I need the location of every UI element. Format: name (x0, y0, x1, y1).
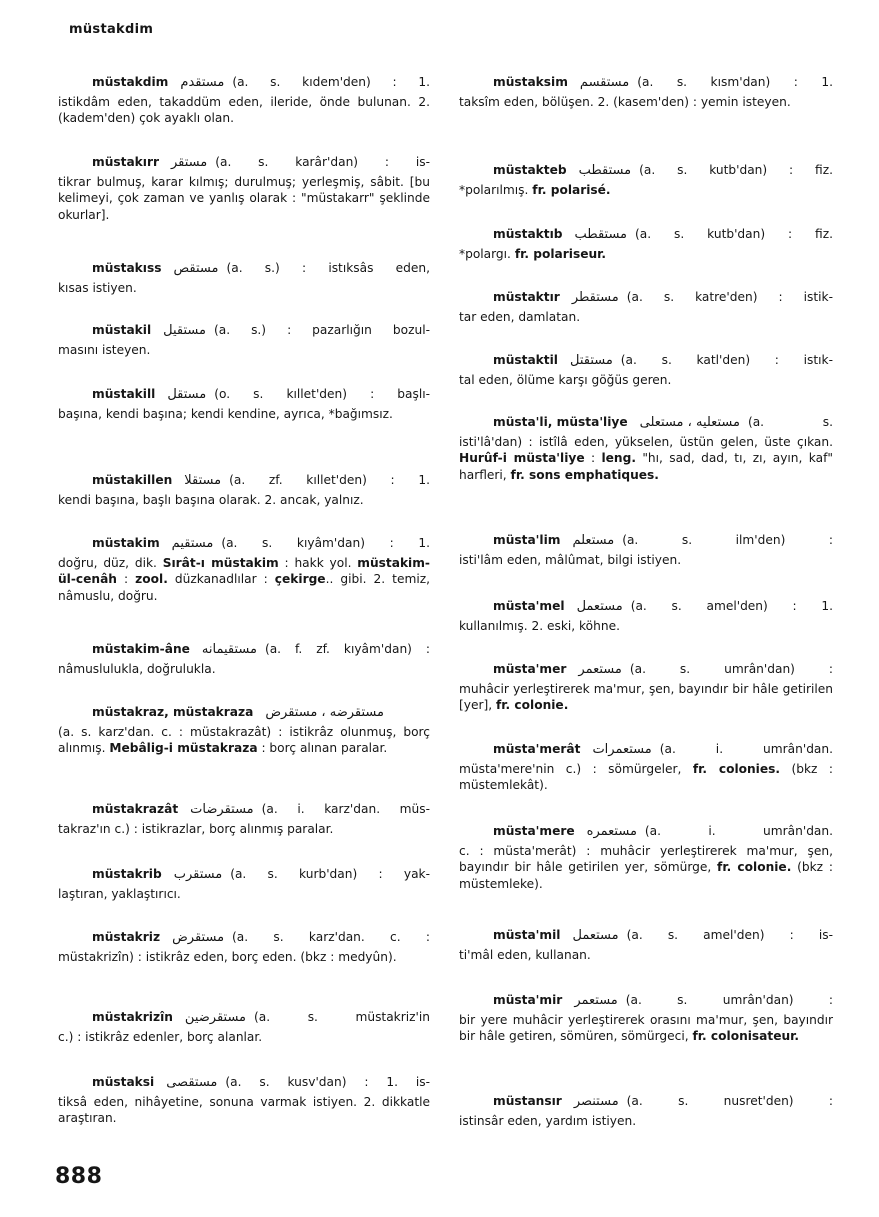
headword: müstakıss (92, 261, 162, 275)
definition: bir yere muhâcir yerleştirerek orasını ma'mur, şen, bayındır bir hâle getiren, sömüren, sömürgeci, fr. colonisateur. (459, 1012, 833, 1043)
etymology: (a. s. katre'den) : istik- (626, 290, 833, 304)
dictionary-entry (58, 260, 430, 296)
entry-headline (58, 866, 430, 884)
arabic-script: مستقتل (569, 353, 613, 368)
headword: müsta'li, müsta'liye (493, 415, 628, 429)
definition: tiksâ eden, nihâyetine, sonuna varmak istiyen. 2. dikkatle araştıran. (58, 1094, 430, 1125)
definition: takraz'ın c.) : istikrazlar, borç alınmış paralar. (58, 821, 334, 836)
etymology: (a. f. zf. kıyâm'dan) : (264, 642, 430, 656)
etymology: (a. s. müstakriz'in (254, 1010, 430, 1024)
etymology: (a. zf. kıllet'den) : 1. (229, 473, 430, 487)
entry-headline (58, 154, 430, 172)
entry-headline (58, 535, 430, 553)
arabic-script: مستقرضين (184, 1010, 247, 1025)
entry-headline (459, 532, 833, 550)
entry-headline (459, 992, 833, 1010)
definition: laştıran, yaklaştırıcı. (58, 886, 181, 901)
dictionary-entry (459, 661, 833, 714)
entry-headline (58, 1074, 430, 1092)
etymology: (a. s. katl'den) : istık- (620, 353, 833, 367)
arabic-script: مستعمر (574, 993, 618, 1008)
definition: ti'mâl eden, kullanan. (459, 947, 591, 962)
arabic-script: مستقطر (571, 290, 619, 305)
definition: kendi başına, başlı başına olarak. 2. ancak, yalnız. (58, 492, 364, 507)
headword: müstakil (92, 323, 152, 337)
etymology: (a. s. kıyâm'dan) : 1. (221, 536, 430, 550)
definition: taksîm eden, bölüşen. 2. (kasem'den) : yemin isteyen. (459, 94, 791, 109)
dictionary-entry (58, 322, 430, 358)
dictionary-entry (459, 532, 833, 568)
entry-headline (459, 741, 833, 759)
definition: kısas istiyen. (58, 280, 137, 295)
headword: müstakriz (92, 930, 161, 944)
definition: kullanılmış. 2. eski, köhne. (459, 618, 620, 633)
arabic-script: مستعمره (586, 824, 637, 839)
headword: müstakrib (92, 867, 162, 881)
etymology: (a. s. kıdem'den) : 1. (232, 75, 430, 89)
definition: *polarılmış. fr. polarisé. (459, 182, 611, 197)
dictionary-entry (58, 535, 430, 604)
dictionary-entry (459, 1093, 833, 1129)
entry-headline (459, 927, 833, 945)
entry-headline (459, 598, 833, 616)
etymology: (a. s. amel'den) : is- (626, 928, 833, 942)
etymology: (a. s. nusret'den) : (626, 1094, 833, 1108)
definition: tar eden, damlatan. (459, 309, 581, 324)
arabic-script: مستقرضه ، مستقرض (265, 705, 384, 720)
etymology: (a. s.) : istıksâs eden, (226, 261, 430, 275)
etymology: (a. s. umrân'dan) : (625, 993, 833, 1007)
definition: tal eden, ölüme karşı göğüs geren. (459, 372, 672, 387)
definition: isti'lâ'dan) : istîlâ eden, yükselen, üstün gelen, üste çıkan. Hurûf-i müsta'liye : leng. "hı, sad, dad, tı, zı, ayın, kaf" harfleri, fr. sons emphatiques. (459, 434, 833, 482)
headword: müsta'mer (493, 662, 567, 676)
dictionary-entry (58, 472, 430, 508)
headword: müsta'mil (493, 928, 561, 942)
etymology: (a. s. kutb'dan) : fiz. (639, 163, 833, 177)
definition: *polargı. fr. polariseur. (459, 246, 607, 261)
headword: müstaktır (493, 290, 560, 304)
etymology: (a. s. kısm'dan) : 1. (637, 75, 833, 89)
arabic-script: مستقرب (173, 867, 223, 882)
dictionary-entry (459, 289, 833, 325)
dictionary-entry (459, 927, 833, 963)
entry-headline (459, 352, 833, 370)
definition: nâmuslulukla, doğrulukla. (58, 661, 216, 676)
dictionary-entry (459, 823, 833, 892)
arabic-script: مستعمل (572, 928, 619, 943)
etymology: (a. i. karz'dan. müs- (261, 802, 430, 816)
arabic-script: مستعمرات (592, 742, 652, 757)
entry-headline (58, 704, 430, 722)
headword: müstakraz, müstakraza (92, 705, 254, 719)
definition: müstakrizîn) : istikrâz eden, borç eden. (bkz : medyûn). (58, 949, 397, 964)
headword: müsta'mir (493, 993, 563, 1007)
definition: c. : müsta'merât) : muhâcir yerleştirerek ma'mur, şen, bayındır bir hâle getirilen yer, sömürge, fr. colonie. (bkz : müstemleke). (459, 843, 833, 891)
arabic-script: مستعمل (576, 599, 623, 614)
entry-headline (459, 1093, 833, 1111)
definition: c.) : istikrâz edenler, borç alanlar. (58, 1029, 263, 1044)
etymology: (a. i. umrân'dan. (644, 824, 833, 838)
arabic-script: مستقيمانه (201, 642, 257, 657)
etymology: (a. s. kusv'dan) : 1. is- (225, 1075, 430, 1089)
definition: müsta'mere'nin c.) : sömürgeler, fr. colonies. (bkz : müstemlekât). (459, 761, 833, 792)
dictionary-entry (58, 641, 430, 677)
definition: (a. s. karz'dan. c. : müstakrazât) : istikrâz olunmuş, borç alınmış. Mebâlig-i müstakraza : borç alınan paralar. (58, 724, 430, 755)
etymology: (a. s. karz'dan. c. : (232, 930, 430, 944)
definition: başına, kendi başına; kendi kendine, ayrıca, *bağımsız. (58, 406, 393, 421)
arabic-script: مستعلم (572, 533, 615, 548)
entry-headline (459, 226, 833, 244)
arabic-script: مستقيم (171, 536, 214, 551)
page-number: 888 (55, 1164, 103, 1189)
entry-headline (58, 929, 430, 947)
headword: müstakdim (92, 75, 169, 89)
etymology: (a. s. umrân'dan) : (629, 662, 833, 676)
headword: müstaksim (493, 75, 568, 89)
definition: muhâcir yerleştirerek ma'mur, şen, bayındır bir hâle getirilen [yer], fr. colonie. (459, 681, 833, 712)
dictionary-entry (58, 74, 430, 127)
entry-headline (58, 801, 430, 819)
dictionary-entry (58, 704, 430, 757)
dictionary-entry (459, 352, 833, 388)
headword: müstakrazât (92, 802, 179, 816)
arabic-script: مستعليه ، مستعلى (639, 415, 740, 430)
entry-headline (459, 289, 833, 307)
arabic-script: مستقلا (184, 473, 222, 488)
headword: müsta'lim (493, 533, 561, 547)
dictionary-entry (459, 226, 833, 262)
entry-headline (58, 386, 430, 404)
etymology: (a. i. umrân'dan. (659, 742, 833, 756)
definition: tikrar bulmuş, karar kılmış; durulmuş; yerleşmiş, sâbit. [bu kelimeyi, çok zaman ve yanlış olarak : "müstakarr" şeklinde okurlar]. (58, 174, 430, 222)
dictionary-entry (459, 74, 833, 110)
headword: müstakillen (92, 473, 173, 487)
arabic-script: مستقص (173, 261, 219, 276)
entry-headline (459, 823, 833, 841)
entry-headline (58, 472, 430, 490)
definition: isti'lâm eden, mâlûmat, bilgi istiyen. (459, 552, 682, 567)
dictionary-entry (58, 1009, 430, 1045)
entry-headline (58, 641, 430, 659)
etymology: (a. s. kutb'dan) : fiz. (635, 227, 833, 241)
dictionary-entry (58, 866, 430, 902)
arabic-script: مستقل (167, 387, 207, 402)
dictionary-entry (459, 598, 833, 634)
headword: müstaksi (92, 1075, 155, 1089)
entry-headline (58, 74, 430, 92)
dictionary-entry (459, 414, 833, 483)
etymology: (a. s. ilm'den) : (622, 533, 833, 547)
definition: istinsâr eden, yardım istiyen. (459, 1113, 637, 1128)
definition: istikdâm eden, takaddüm eden, ileride, önde bulunan. 2. (kadem'den) çok ayaklı olan. (58, 94, 430, 125)
headword: müsta'mere (493, 824, 575, 838)
arabic-script: مستعمر (578, 662, 622, 677)
etymology: (a. s. (747, 415, 833, 429)
dictionary-entry (58, 154, 430, 223)
headword: müstaktil (493, 353, 558, 367)
etymology: (a. s. amel'den) : 1. (630, 599, 833, 613)
headword: müstakırr (92, 155, 159, 169)
etymology: (a. s.) : pazarlığın bozul- (213, 323, 430, 337)
etymology: (a. s. kurb'dan) : yak- (230, 867, 430, 881)
etymology: (a. s. karâr'dan) : is- (215, 155, 430, 169)
dictionary-entry (58, 929, 430, 965)
headword: müstakill (92, 387, 156, 401)
headword: müsta'merât (493, 742, 581, 756)
headword: müstakteb (493, 163, 567, 177)
entry-headline (58, 260, 430, 278)
headword: müstakim-âne (92, 642, 190, 656)
arabic-script: مستقطب (578, 163, 632, 178)
headword: müstaktıb (493, 227, 563, 241)
dictionary-entry (459, 741, 833, 794)
arabic-script: مستنصر (573, 1094, 619, 1109)
arabic-script: مستقرض (172, 930, 225, 945)
arabic-script: مستقصى (166, 1075, 218, 1090)
etymology: (o. s. kıllet'den) : başlı- (214, 387, 430, 401)
arabic-script: مستقطب (574, 227, 628, 242)
arabic-script: مستقيل (163, 323, 206, 338)
entry-headline (459, 414, 833, 432)
entry-headline (459, 661, 833, 679)
entry-headline (459, 74, 833, 92)
running-head: müstakdim (69, 22, 154, 37)
headword: müsta'mel (493, 599, 565, 613)
dictionary-entry (459, 162, 833, 198)
dictionary-entry (58, 801, 430, 837)
headword: müstakim (92, 536, 160, 550)
arabic-script: مستقر (170, 155, 208, 170)
entry-headline (58, 322, 430, 340)
dictionary-entry (58, 386, 430, 422)
headword: müstansır (493, 1094, 562, 1108)
headword: müstakrizîn (92, 1010, 173, 1024)
dictionary-entry (58, 1074, 430, 1127)
dictionary-entry (459, 992, 833, 1045)
arabic-script: مستقرضات (190, 802, 254, 817)
definition: masını isteyen. (58, 342, 151, 357)
entry-headline (459, 162, 833, 180)
arabic-script: مستقسم (579, 75, 630, 90)
entry-headline (58, 1009, 430, 1027)
arabic-script: مستقدم (180, 75, 225, 90)
definition: doğru, düz, dik. Sırât-ı müstakim : hakk yol. müstakim-ül-cenâh : zool. düzkanadlılar : çekirge.. gibi. 2. temiz, nâmuslu, doğru. (58, 555, 430, 603)
